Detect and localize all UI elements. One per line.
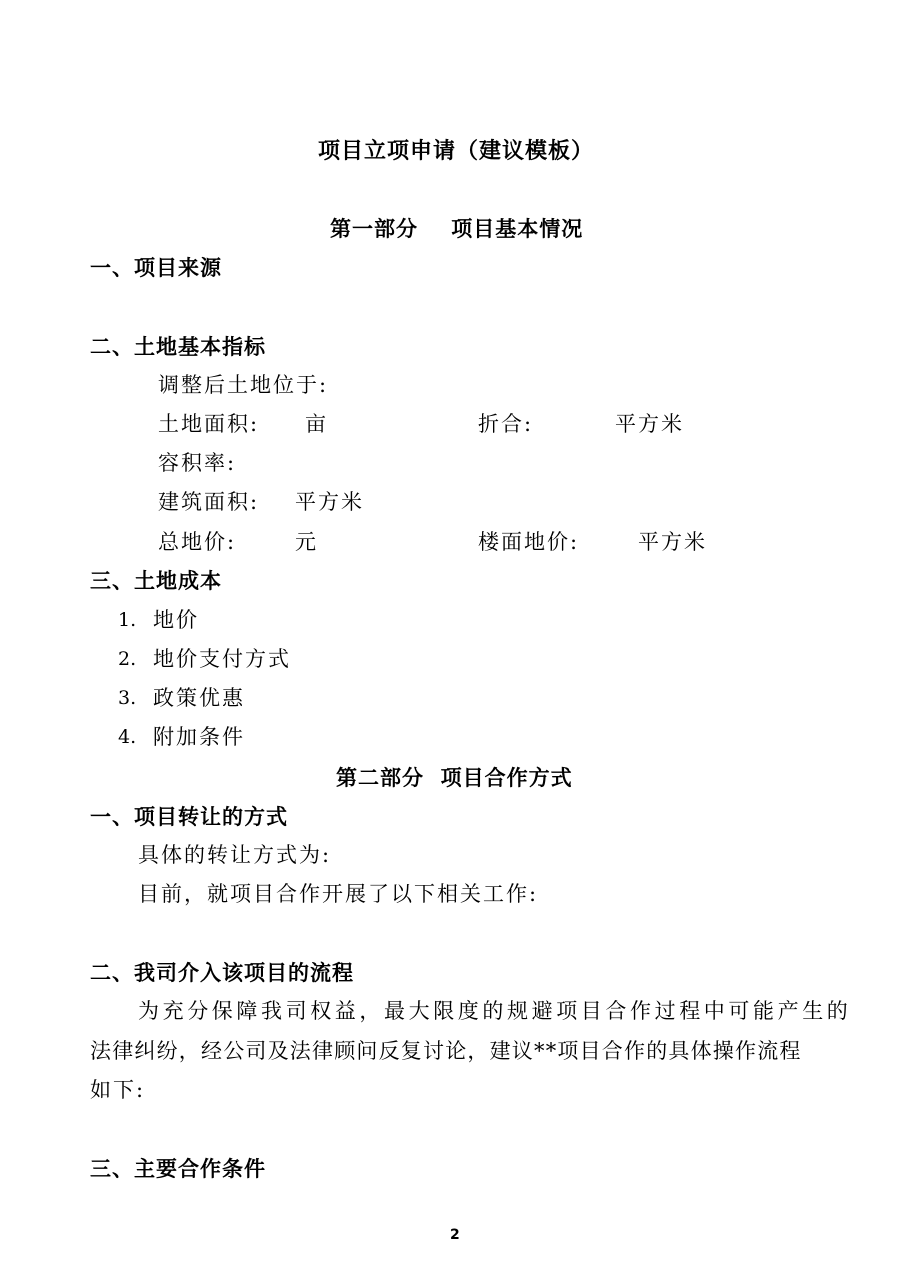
section-source-heading: 一、项目来源 [90, 255, 222, 280]
section-transfer-heading: 一、项目转让的方式 [90, 804, 288, 829]
convert-label: 折合: [478, 412, 534, 436]
list-item-number: 1. [118, 609, 137, 631]
current-work-line: 目前，就项目合作开展了以下相关工作: [138, 882, 539, 906]
section-process-heading: 二、我司介入该项目的流程 [90, 960, 354, 985]
list-item-text: 政策优惠 [153, 686, 245, 710]
location-label: 调整后土地位于: [158, 373, 329, 397]
build-area-label: 建筑面积: [158, 490, 260, 514]
process-paragraph-line2: 法律纠纷，经公司及法律顾问反复讨论，建议**项目合作的具体操作流程 [90, 1039, 802, 1063]
land-area-label: 土地面积: [158, 412, 260, 436]
floor-price-label: 楼面地价: [478, 530, 580, 554]
list-item-number: 3. [118, 687, 137, 709]
section-land-indicators-heading: 二、土地基本指标 [90, 334, 266, 359]
section-conditions-heading: 三、主要合作条件 [90, 1156, 266, 1181]
part2-heading: 第二部分 项目合作方式 [336, 765, 573, 790]
convert-unit: 平方米 [615, 412, 684, 436]
document-title: 项目立项申请（建议模板） [318, 138, 595, 164]
build-area-unit: 平方米 [295, 490, 364, 514]
list-item-number: 4. [118, 726, 137, 748]
process-paragraph-line1: 为充分保障我司权益，最大限度的规避项目合作过程中可能产生的 [138, 999, 852, 1023]
process-paragraph-line3: 如下: [90, 1078, 146, 1102]
list-item-text: 地价 [153, 608, 199, 632]
page-number: 2 [450, 1227, 460, 1243]
list-item-text: 附加条件 [153, 725, 245, 749]
land-area-unit: 亩 [305, 412, 328, 436]
floor-price-unit: 平方米 [638, 530, 707, 554]
list-item-text: 地价支付方式 [153, 647, 291, 671]
transfer-method-line: 具体的转让方式为: [138, 843, 332, 867]
far-label: 容积率: [158, 451, 237, 475]
total-price-label: 总地价: [158, 530, 237, 554]
list-item-number: 2. [118, 648, 137, 670]
part1-heading: 第一部分 项目基本情况 [330, 216, 584, 241]
section-land-cost-heading: 三、土地成本 [90, 568, 222, 593]
total-price-unit: 元 [295, 530, 318, 554]
